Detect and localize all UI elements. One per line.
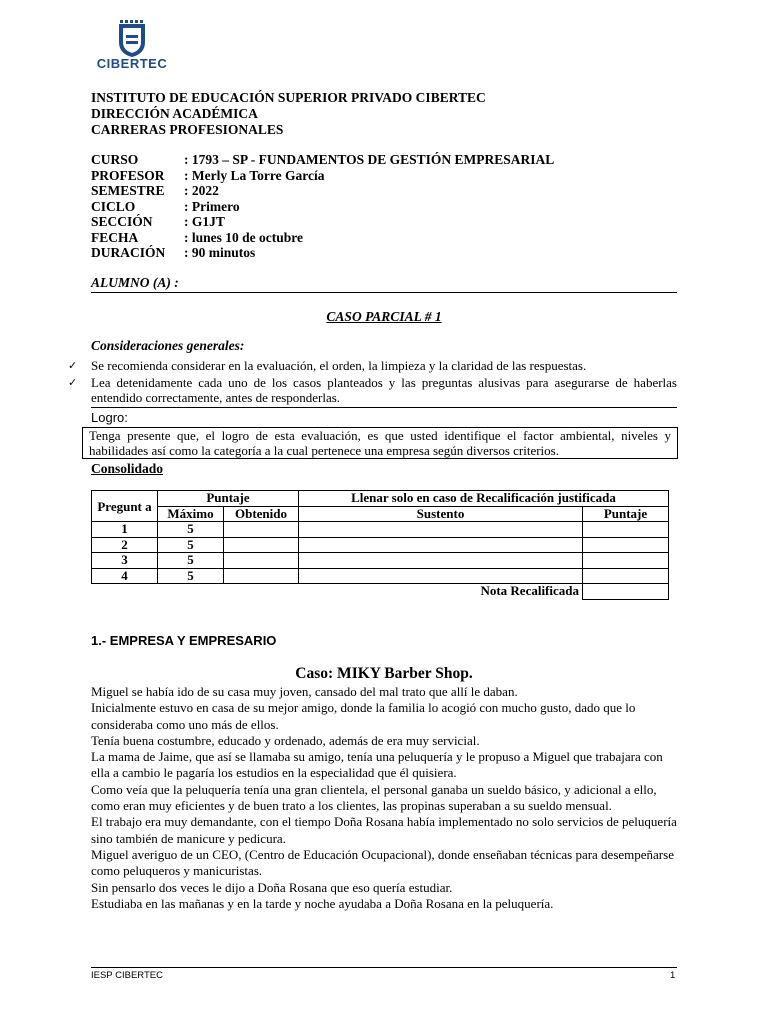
consideraciones-title: Consideraciones generales: xyxy=(91,338,245,353)
table-row xyxy=(92,537,669,553)
cell-obtenido[interactable] xyxy=(224,568,299,584)
header-obtenido: Obtenido xyxy=(224,506,299,522)
cell-sustento[interactable] xyxy=(299,537,583,553)
table-row-nota xyxy=(92,584,669,600)
nota-recalificada-cell[interactable] xyxy=(583,584,669,600)
cell-obtenido[interactable] xyxy=(224,553,299,569)
nota-recalificada-label: Nota Recalificada xyxy=(480,583,579,599)
cell-obtenido[interactable] xyxy=(224,537,299,553)
info-profesor: PROFESOR : Merly La Torre García xyxy=(91,168,325,183)
checkmark-icon: ✓ xyxy=(68,359,78,372)
header-line-carreras: CARRERAS PROFESIONALES xyxy=(91,122,284,137)
footer-left: IESP CIBERTEC xyxy=(91,970,163,981)
case-story xyxy=(91,684,681,912)
story-paragraph: La mama de Jaime, que así se llamaba su amigo, tenía una peluquería y le propuso a Miguel que trabajara con ella a cambio le pagaría los estudios en la especialidad que él quisiera. xyxy=(91,749,663,781)
story-paragraph: Miguel averiguo de un CEO, (Centro de Educación Ocupacional), donde enseñaban técnicas para desempeñarse como peluqueros y manicuristas. xyxy=(91,846,674,879)
header-line-direccion: DIRECCIÓN ACADÉMICA xyxy=(91,106,258,121)
table-row xyxy=(92,568,669,584)
story-paragraph: Estudiaba en las mañanas y en la tarde y noche ayudaba a Doña Rosana en la peluquería. xyxy=(91,895,554,911)
cell-pregunta: 3 xyxy=(92,553,158,569)
story-paragraph: Como veía que la peluquería tenía una gran clientela, el personal ganaba un sueldo básico, y adicional a ello, como eran muy eficientes y de buen trato a los clientes, las propinas superaban a su sueldo mensual. xyxy=(91,781,657,814)
consolidado-title: Consolidado xyxy=(91,461,164,476)
story-paragraph: Miguel se había ido de su casa muy joven, cansado del mal trato que allí le daban. xyxy=(91,684,518,699)
info-duracion: DURACIÓN : 90 minutos xyxy=(91,245,256,260)
footer-divider xyxy=(91,967,677,968)
logro-label: Logro: xyxy=(91,410,128,425)
header-puntaje: Puntaje xyxy=(158,491,299,507)
checkmark-icon: ✓ xyxy=(68,376,78,389)
alumno-underline xyxy=(91,292,677,293)
case-title: Caso: MIKY Barber Shop. xyxy=(295,665,473,682)
logro-box: Tenga presente que, el logro de esta evaluación, es que usted identifique el factor ambiental, niveles y habilidades así como la categoría a la cual pertenece una empresa según diversos criterios. xyxy=(82,427,678,459)
cell-puntaje[interactable] xyxy=(583,568,669,584)
cell-pregunta: 4 xyxy=(92,568,158,584)
header-recalificacion: Llenar solo en caso de Recalificación justificada xyxy=(299,491,669,507)
cell-puntaje[interactable] xyxy=(583,553,669,569)
header-line-institute: INSTITUTO DE EDUCACIÓN SUPERIOR PRIVADO CIBERTEC xyxy=(91,90,486,105)
table-row xyxy=(92,522,669,538)
header-sustento: Sustento xyxy=(299,506,583,522)
table-row xyxy=(92,553,669,569)
cell-obtenido[interactable] xyxy=(224,522,299,538)
cell-maximo: 5 xyxy=(158,568,224,584)
header-pregunta: Pregunt a xyxy=(92,491,158,522)
cell-sustento[interactable] xyxy=(299,568,583,584)
story-paragraph: Inicialmente estuvo en casa de su mejor amigo, donde la familia lo acogió con mucho gusto, dado que lo consideraba como uno más de ellos. xyxy=(91,700,636,732)
cibertec-logo xyxy=(96,18,168,80)
header-maximo: Máximo xyxy=(158,506,224,522)
cell-maximo: 5 xyxy=(158,553,224,569)
cell-puntaje[interactable] xyxy=(583,522,669,538)
consideraciones-divider xyxy=(91,407,677,408)
info-curso: CURSO : 1793 – SP - FUNDAMENTOS DE GESTIÓN EMPRESARIAL xyxy=(91,152,555,167)
alumno-field-label: ALUMNO (A) : xyxy=(91,275,179,290)
info-ciclo: CICLO : Primero xyxy=(91,199,240,214)
info-semestre: SEMESTRE : 2022 xyxy=(91,183,219,198)
logo-text: CIBERTEC xyxy=(96,56,168,71)
story-paragraph: Tenía buena costumbre, educado y ordenado, además de era muy servicial. xyxy=(91,732,480,748)
section-title: 1.- EMPRESA Y EMPRESARIO xyxy=(91,633,277,648)
shield-logo-icon xyxy=(96,18,168,58)
info-fecha: FECHA : lunes 10 de octubre xyxy=(91,230,304,245)
story-paragraph: Sin pensarlo dos veces le dijo a Doña Rosana que eso quería estudiar. xyxy=(91,879,453,895)
cell-sustento[interactable] xyxy=(299,553,583,569)
cell-puntaje[interactable] xyxy=(583,537,669,553)
cell-maximo: 5 xyxy=(158,537,224,553)
cell-maximo: 5 xyxy=(158,522,224,538)
caso-parcial-title: CASO PARCIAL # 1 xyxy=(326,309,442,324)
consolidado-table xyxy=(91,490,669,600)
cell-pregunta: 1 xyxy=(92,522,158,538)
cell-sustento[interactable] xyxy=(299,522,583,538)
page-number: 1 xyxy=(670,970,676,981)
info-seccion: SECCIÓN : G1JT xyxy=(91,214,225,229)
story-paragraph: El trabajo era muy demandante, con el tiempo Doña Rosana había implementado no solo servicios de peluquería sino también de manicure y pedicura. xyxy=(91,814,677,846)
header-puntaje-recal: Puntaje xyxy=(583,506,669,522)
cell-pregunta: 2 xyxy=(92,537,158,553)
